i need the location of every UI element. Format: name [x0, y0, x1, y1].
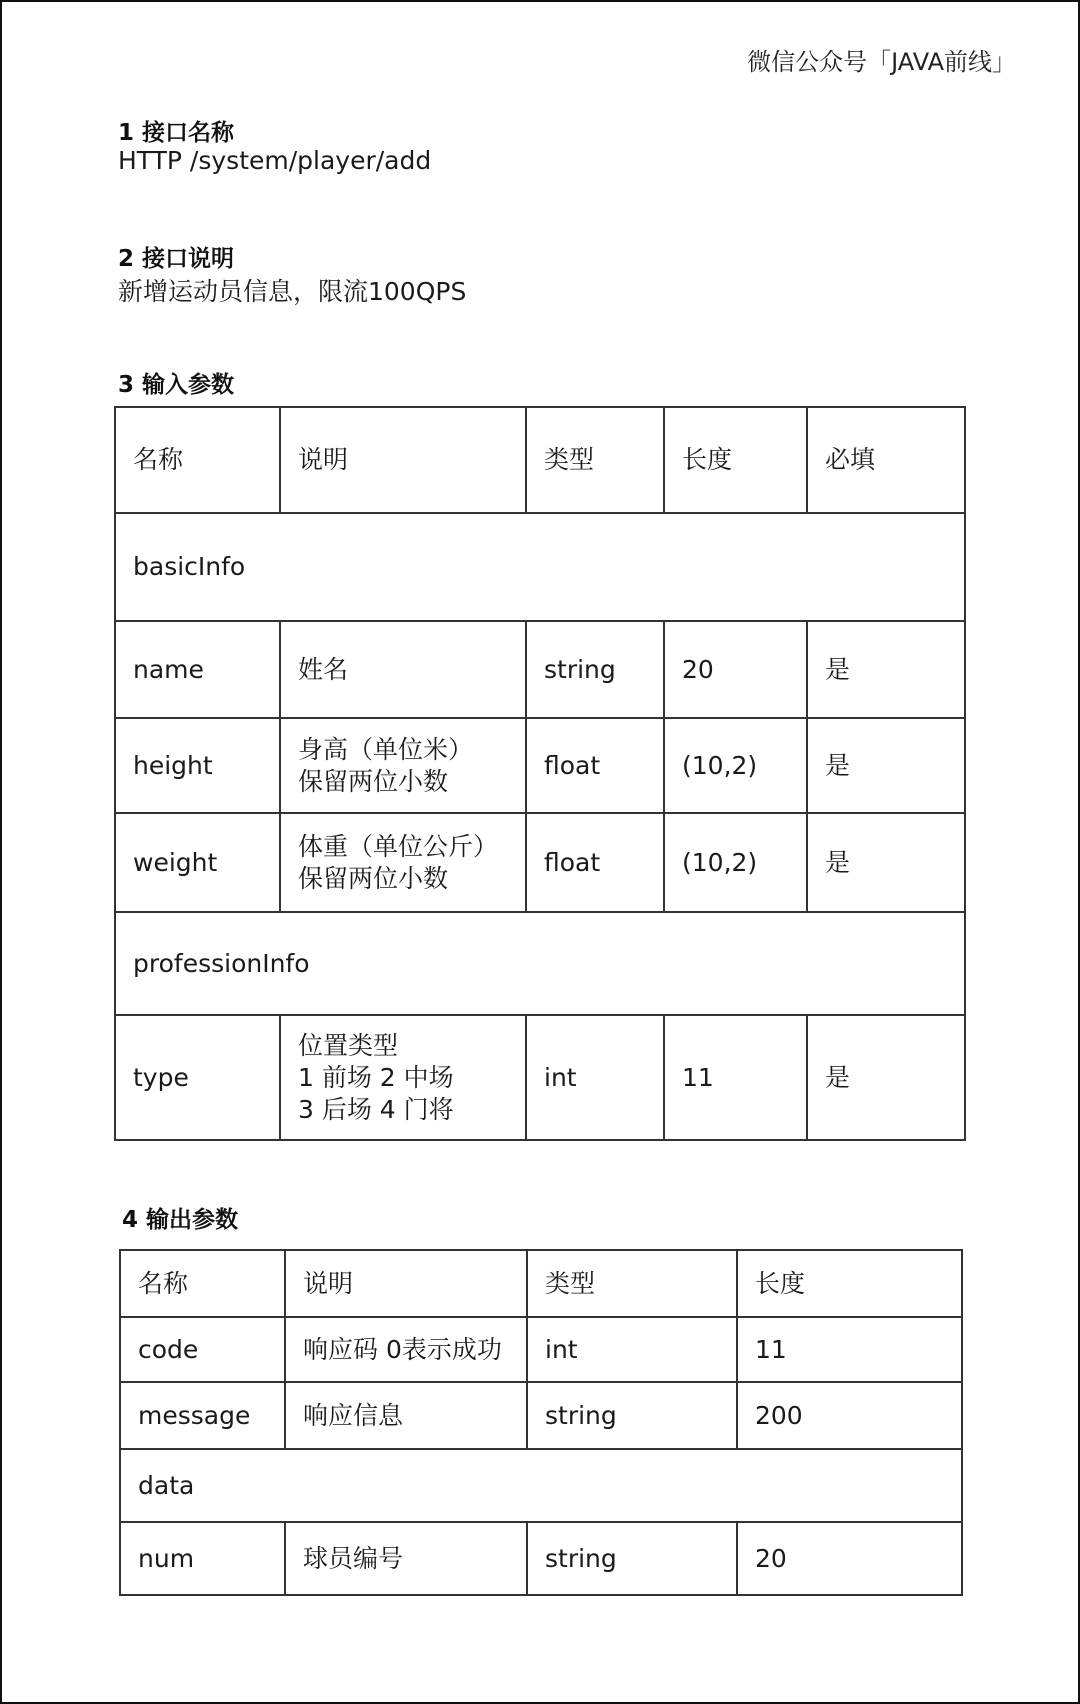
header-cell: 名称 — [120, 1250, 285, 1317]
param-desc: 位置类型 1 前场 2 中场 3 后场 4 门将 — [280, 1015, 526, 1140]
watermark: 微信公众号「JAVA前线」 — [747, 48, 1016, 76]
table-header-row — [120, 1250, 962, 1317]
param-name: code — [120, 1317, 285, 1382]
param-required: 是 — [807, 621, 965, 718]
param-required: 是 — [807, 718, 965, 813]
header-cell: 长度 — [664, 407, 807, 513]
param-length: 20 — [664, 621, 807, 718]
param-desc: 响应信息 — [285, 1382, 527, 1449]
section-3-title: 3 输入参数 — [118, 372, 235, 398]
table-header-row — [115, 407, 965, 513]
table-row — [120, 1382, 962, 1449]
output-params-table — [119, 1249, 963, 1596]
param-name: message — [120, 1382, 285, 1449]
param-length: 11 — [664, 1015, 807, 1140]
param-type: int — [527, 1317, 737, 1382]
param-name: num — [120, 1522, 285, 1595]
param-desc: 球员编号 — [285, 1522, 527, 1595]
header-cell: 类型 — [527, 1250, 737, 1317]
table-row — [115, 813, 965, 912]
group-label: basicInfo — [115, 513, 965, 621]
group-row — [115, 513, 965, 621]
api-endpoint: HTTP /system/player/add — [118, 146, 432, 175]
param-name: height — [115, 718, 280, 813]
table-row — [120, 1317, 962, 1382]
group-row — [120, 1449, 962, 1522]
param-name: type — [115, 1015, 280, 1140]
param-desc: 体重（单位公斤） 保留两位小数 — [280, 813, 526, 912]
param-length: (10,2) — [664, 813, 807, 912]
header-cell: 名称 — [115, 407, 280, 513]
param-length: 11 — [737, 1317, 962, 1382]
table-row — [120, 1522, 962, 1595]
header-cell: 说明 — [280, 407, 526, 513]
section-4-title: 4 输出参数 — [122, 1207, 239, 1233]
param-required: 是 — [807, 1015, 965, 1140]
header-cell: 说明 — [285, 1250, 527, 1317]
header-cell: 必填 — [807, 407, 965, 513]
param-type: string — [527, 1382, 737, 1449]
header-cell: 长度 — [737, 1250, 962, 1317]
section-1-title: 1 接口名称 — [118, 120, 235, 146]
group-row — [115, 912, 965, 1015]
param-name: name — [115, 621, 280, 718]
param-type: float — [526, 813, 664, 912]
param-type: string — [527, 1522, 737, 1595]
table-row — [115, 1015, 965, 1140]
param-required: 是 — [807, 813, 965, 912]
param-length: (10,2) — [664, 718, 807, 813]
group-label: data — [120, 1449, 962, 1522]
param-type: float — [526, 718, 664, 813]
header-cell: 类型 — [526, 407, 664, 513]
section-2-title: 2 接口说明 — [118, 246, 235, 272]
param-length: 20 — [737, 1522, 962, 1595]
param-type: int — [526, 1015, 664, 1140]
group-label: professionInfo — [115, 912, 965, 1015]
table-row — [115, 718, 965, 813]
param-desc: 响应码 0表示成功 — [285, 1317, 527, 1382]
param-type: string — [526, 621, 664, 718]
table-row — [115, 621, 965, 718]
param-desc: 身高（单位米） 保留两位小数 — [280, 718, 526, 813]
param-length: 200 — [737, 1382, 962, 1449]
param-name: weight — [115, 813, 280, 912]
input-params-table — [114, 406, 966, 1141]
param-desc: 姓名 — [280, 621, 526, 718]
api-description: 新增运动员信息，限流100QPS — [118, 277, 467, 306]
